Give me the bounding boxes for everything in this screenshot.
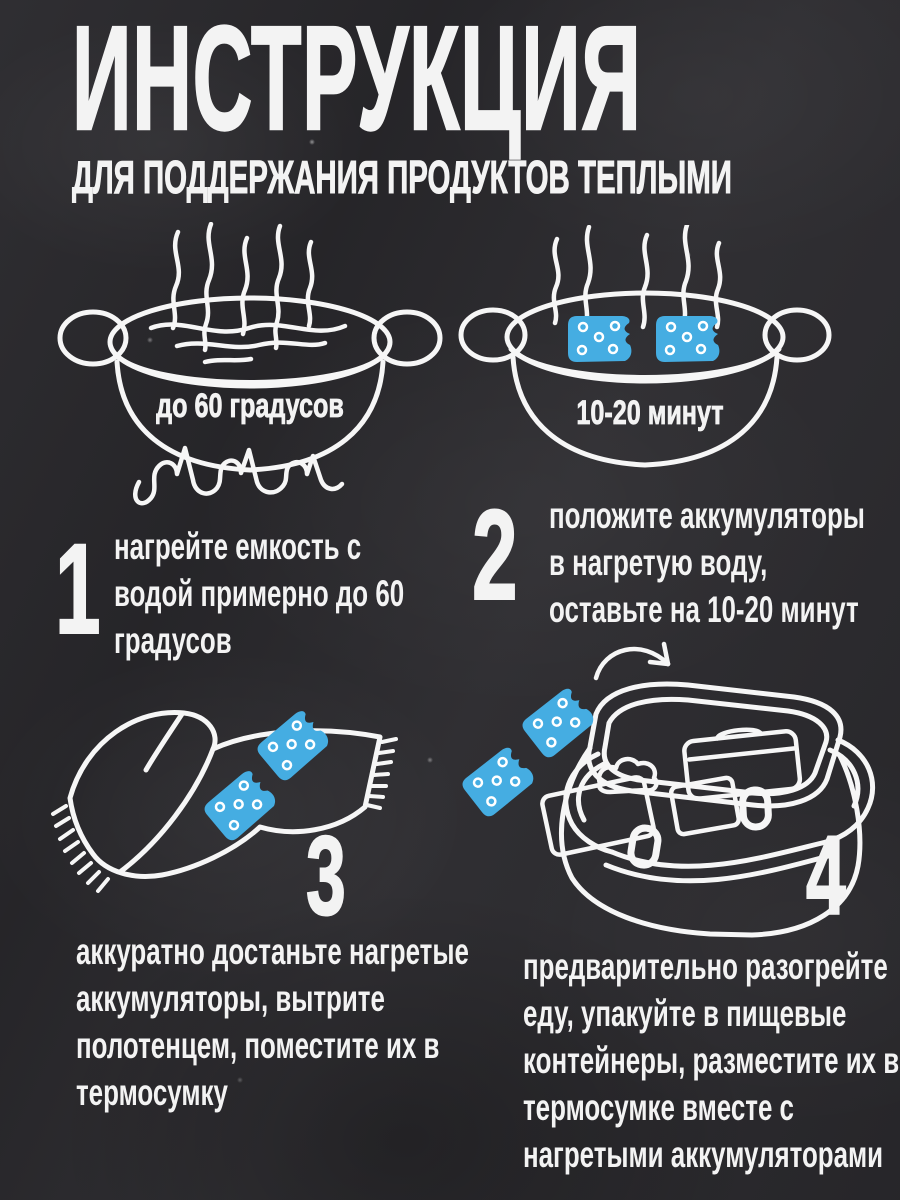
water-waves-icon [151,325,345,362]
step-4-text: предварительно разогрейте еду, упакуйте в пищевые контейнеры, разместите их в термосумке вместе с нагретыми аккумуляторами [523,946,900,1175]
page-title: ИНСТРУКЦИЯ [72,0,642,161]
step-1-number: 1 [55,518,101,661]
step-2-text: положите аккумуляторы в нагретую воду, оставьте на 10-20 минут [549,495,865,630]
ice-pack-icon [519,685,597,760]
curved-arrow-icon [596,644,668,678]
flames-icon [135,448,342,503]
pot1-caption: до 60 градусов [156,387,344,425]
ice-pack-icon [201,767,279,843]
ice-pack-icon [568,316,631,362]
pot2-caption: 10-20 минут [576,394,724,432]
ice-pack-icon [459,744,537,819]
pot-rim-front [511,349,779,378]
ice-pack-icon [656,316,719,362]
step-1-text: нагрейте емкость с водой примерно до 60 градусов [114,526,405,661]
towel-with-ice-packs-illustration [48,686,428,911]
pot-on-fire-illustration [55,222,445,512]
page-subtitle: ДЛЯ ПОДДЕРЖАНИЯ ПРОДУКТОВ ТЕПЛЫМИ [72,151,732,203]
step-4-number: 4 [806,813,846,938]
pot-with-ice-packs-illustration [455,225,845,485]
ice-pack-icon [254,707,332,783]
towel-fold-line [120,749,213,872]
step-3-number: 3 [306,813,346,938]
step-3-text: аккуратно достаньте нагретые аккумуляторы, вытрите полотенцем, поместите их в термосумку [76,931,469,1113]
step-2-number: 2 [472,484,518,627]
towel-fold-line [146,714,182,770]
